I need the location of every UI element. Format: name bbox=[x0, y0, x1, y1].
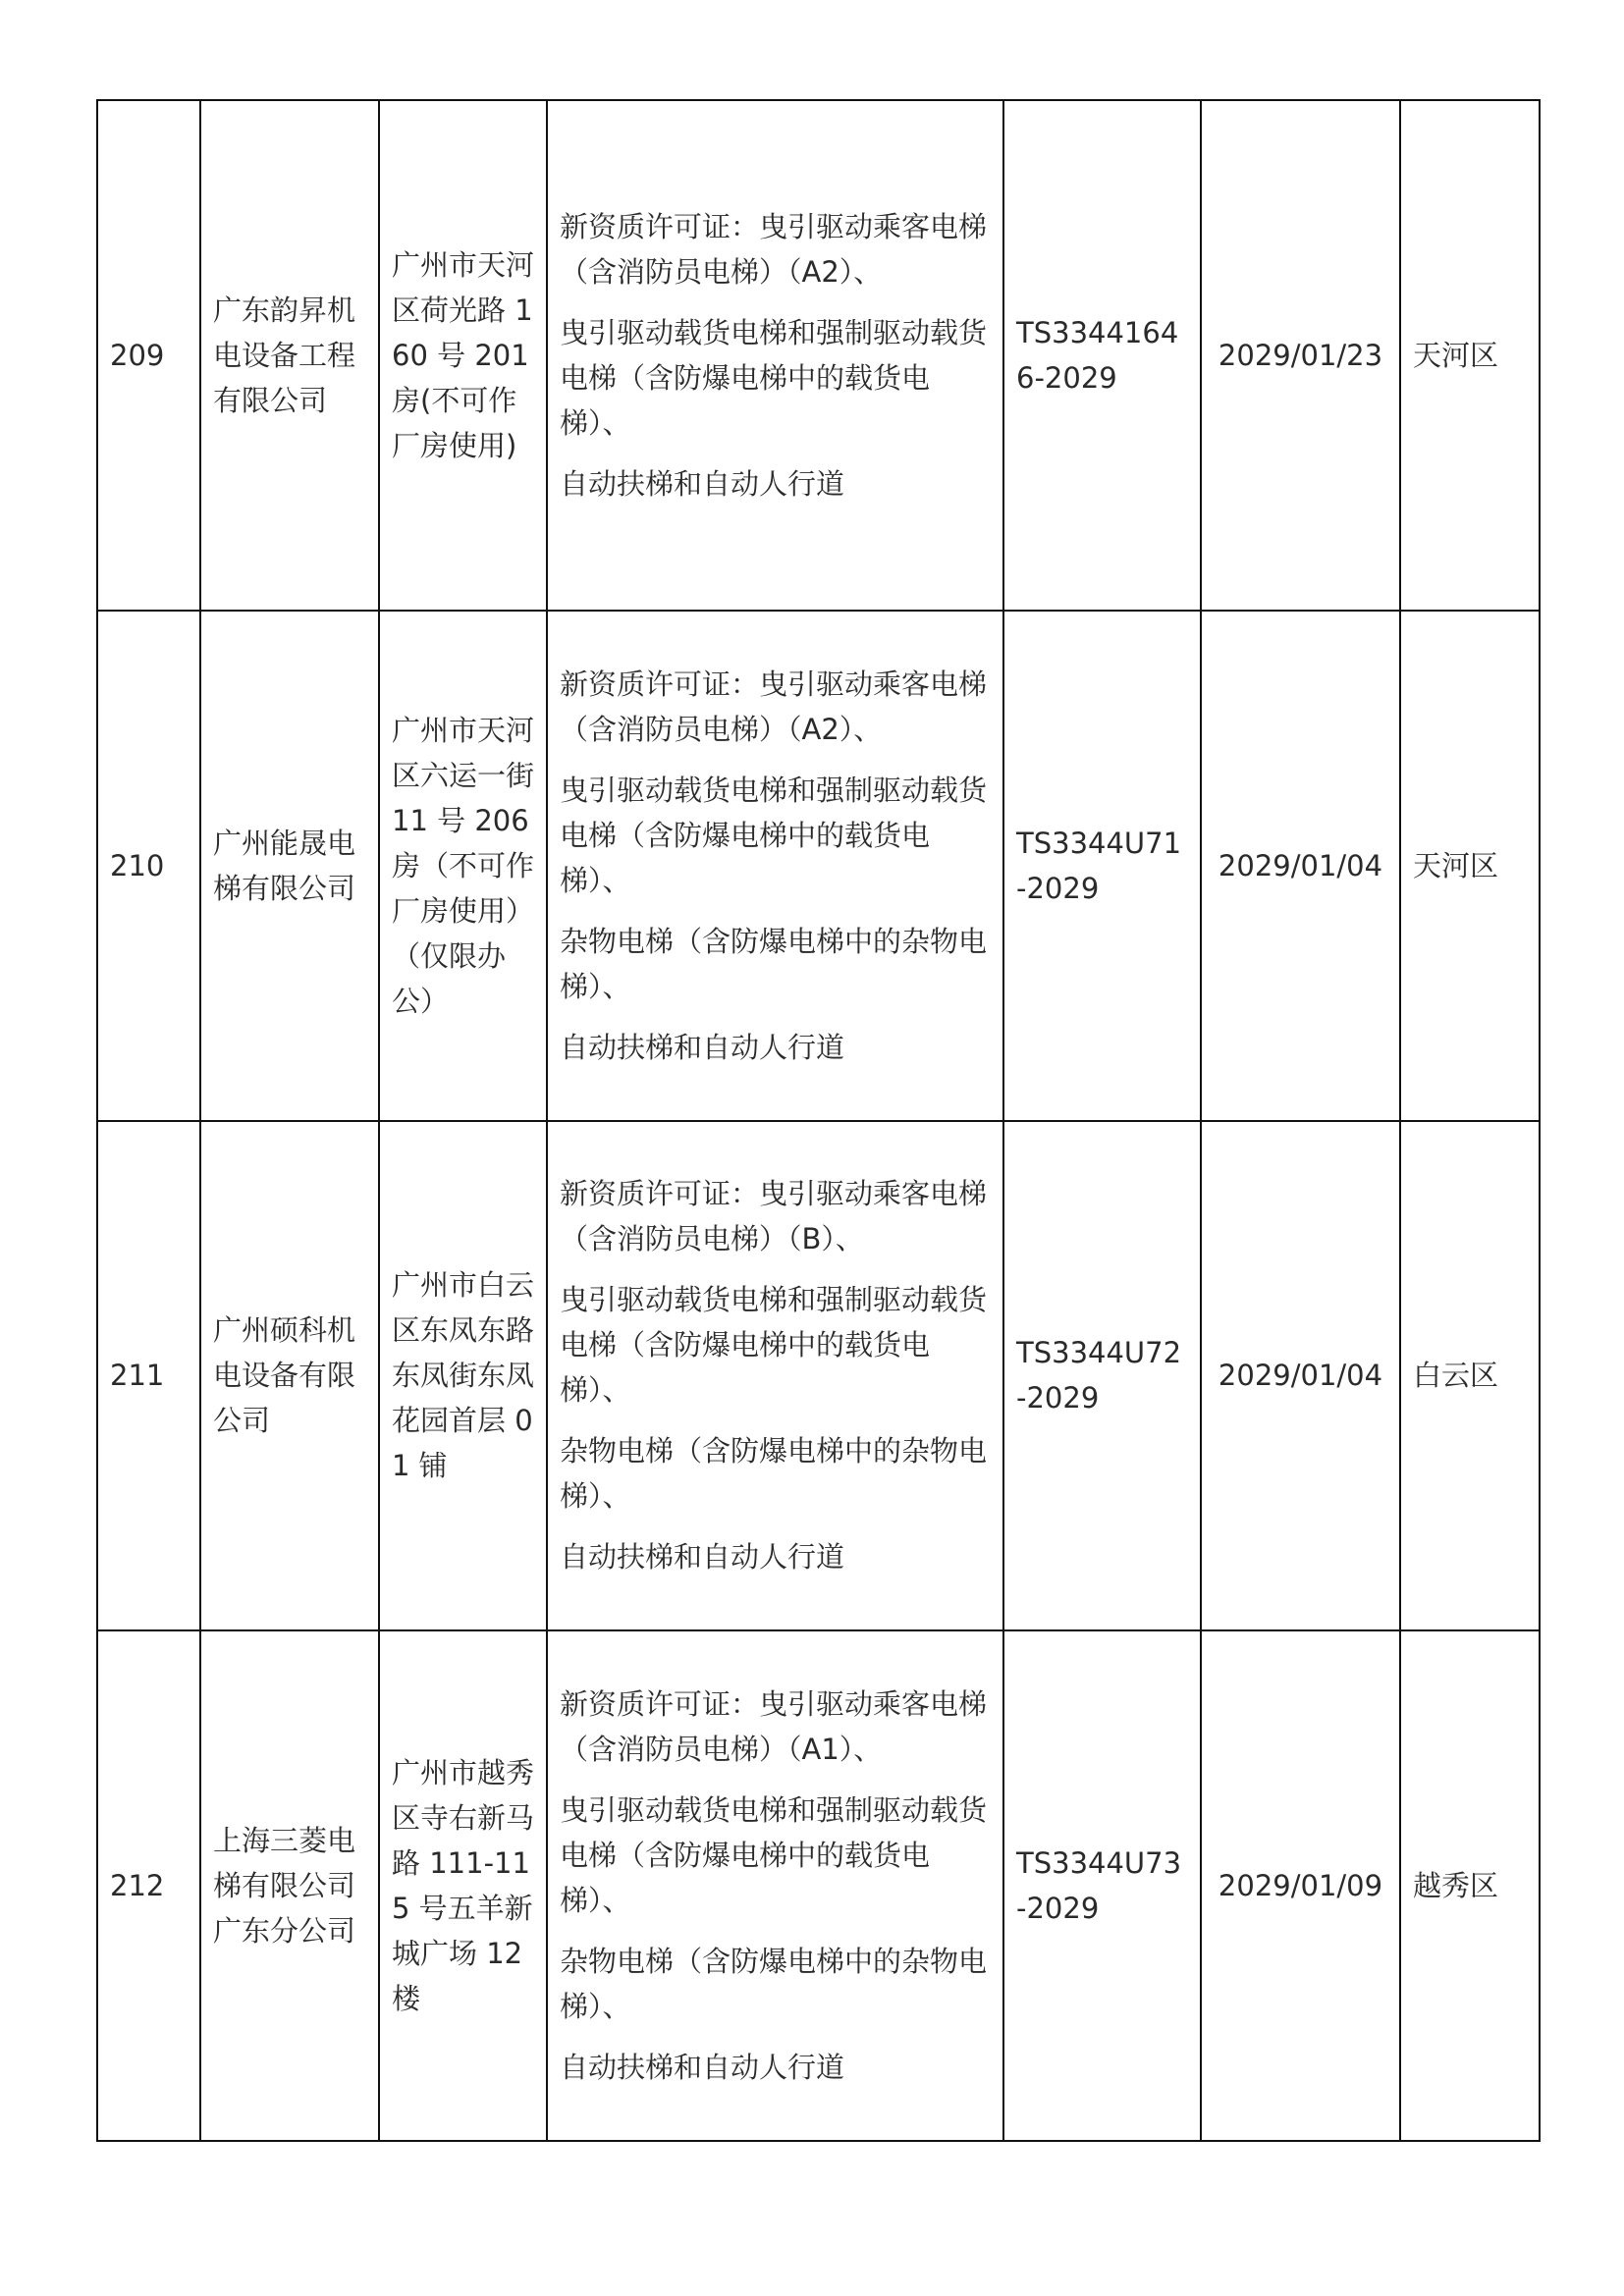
scope-line: 新资质许可证：曳引驱动乘客电梯（含消防员电梯）（B）、 bbox=[560, 1177, 988, 1256]
district: 天河区 bbox=[1400, 611, 1540, 1121]
expiry-date: 2029/01/04 bbox=[1201, 1121, 1400, 1631]
company-address: 广州市白云区东凤东路东凤街东凤花园首层 01 铺 bbox=[379, 1121, 547, 1631]
scope-line: 自动扶梯和自动人行道 bbox=[560, 466, 845, 501]
expiry-date: 2029/01/23 bbox=[1201, 100, 1400, 611]
scope-line: 曳引驱动载货电梯和强制驱动载货电梯（含防爆电梯中的载货电梯）、 bbox=[560, 1793, 988, 1918]
table-row bbox=[97, 1121, 1540, 1631]
row-number: 212 bbox=[97, 1630, 200, 2141]
license-scope bbox=[547, 611, 1003, 1121]
scope-line: 自动扶梯和自动人行道 bbox=[560, 1030, 845, 1064]
district: 越秀区 bbox=[1400, 1630, 1540, 2141]
certificate-number: TS3344U71-2029 bbox=[1003, 611, 1201, 1121]
table-row bbox=[97, 1630, 1540, 2141]
table-row bbox=[97, 100, 1540, 611]
scope-line: 新资质许可证：曳引驱动乘客电梯（含消防员电梯）（A2）、 bbox=[560, 209, 988, 289]
certificate-number: TS3344U72-2029 bbox=[1003, 1121, 1201, 1631]
scope-line: 自动扶梯和自动人行道 bbox=[560, 1540, 845, 1575]
company-name: 广州能晟电梯有限公司 bbox=[200, 611, 379, 1121]
license-table bbox=[96, 99, 1541, 2142]
scope-line: 杂物电梯（含防爆电梯中的杂物电梯）、 bbox=[560, 1945, 988, 2024]
row-number: 210 bbox=[97, 611, 200, 1121]
company-name: 广州硕科机电设备有限公司 bbox=[200, 1121, 379, 1631]
company-name: 上海三菱电梯有限公司广东分公司 bbox=[200, 1630, 379, 2141]
license-scope bbox=[547, 1121, 1003, 1631]
company-name: 广东韵昇机电设备工程有限公司 bbox=[200, 100, 379, 611]
company-address: 广州市越秀区寺右新马路 111-115 号五羊新城广场 12 楼 bbox=[379, 1630, 547, 2141]
expiry-date: 2029/01/09 bbox=[1201, 1630, 1400, 2141]
license-scope bbox=[547, 100, 1003, 611]
scope-line: 杂物电梯（含防爆电梯中的杂物电梯）、 bbox=[560, 1434, 988, 1514]
scope-line: 杂物电梯（含防爆电梯中的杂物电梯）、 bbox=[560, 924, 988, 1003]
company-address: 广州市天河区荷光路 160 号 201房(不可作厂房使用) bbox=[379, 100, 547, 611]
scope-line: 自动扶梯和自动人行道 bbox=[560, 2051, 845, 2085]
district: 天河区 bbox=[1400, 100, 1540, 611]
certificate-number: TS3344U73-2029 bbox=[1003, 1630, 1201, 2141]
certificate-number: TS33441646-2029 bbox=[1003, 100, 1201, 611]
license-scope bbox=[547, 1630, 1003, 2141]
row-number: 209 bbox=[97, 100, 200, 611]
scope-line: 曳引驱动载货电梯和强制驱动载货电梯（含防爆电梯中的载货电梯）、 bbox=[560, 315, 988, 440]
scope-line: 曳引驱动载货电梯和强制驱动载货电梯（含防爆电梯中的载货电梯）、 bbox=[560, 1283, 988, 1408]
scope-line: 曳引驱动载货电梯和强制驱动载货电梯（含防爆电梯中的载货电梯）、 bbox=[560, 773, 988, 897]
scope-line: 新资质许可证：曳引驱动乘客电梯（含消防员电梯）（A1）、 bbox=[560, 1687, 988, 1767]
row-number: 211 bbox=[97, 1121, 200, 1631]
scope-line: 新资质许可证：曳引驱动乘客电梯（含消防员电梯）（A2）、 bbox=[560, 667, 988, 746]
expiry-date: 2029/01/04 bbox=[1201, 611, 1400, 1121]
company-address: 广州市天河区六运一街 11 号 206 房（不可作厂房使用）（仅限办公） bbox=[379, 611, 547, 1121]
table-row bbox=[97, 611, 1540, 1121]
district: 白云区 bbox=[1400, 1121, 1540, 1631]
